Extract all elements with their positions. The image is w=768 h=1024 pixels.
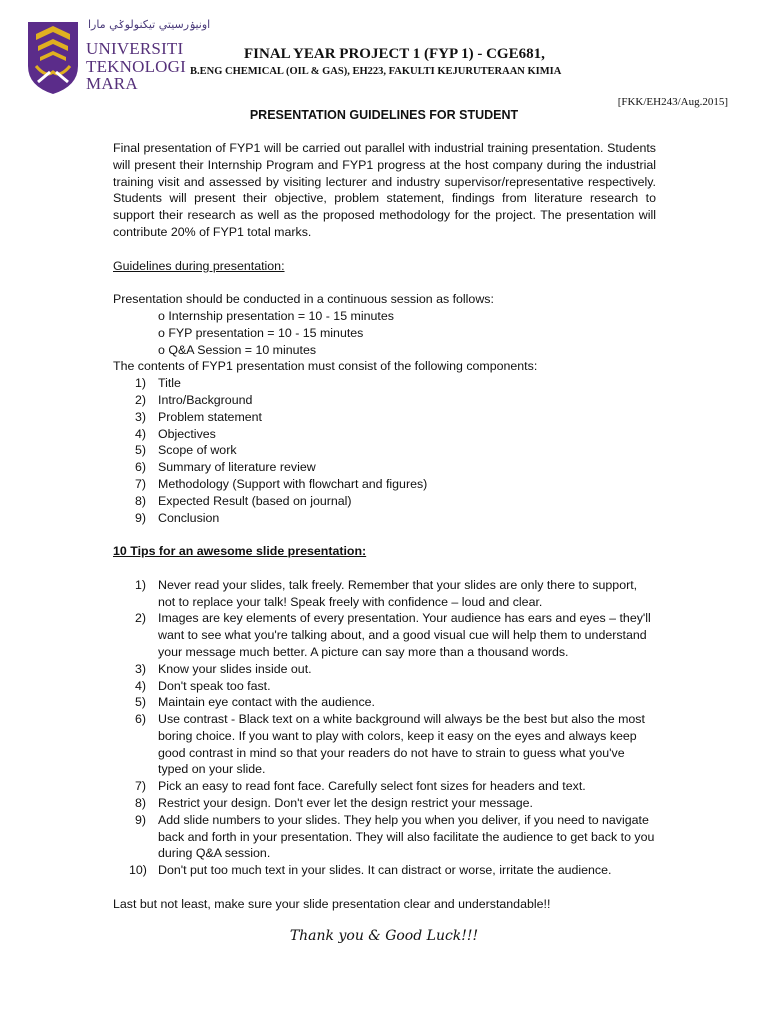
item-number: 10) [129,863,147,878]
tip-item [113,610,656,660]
document-title: PRESENTATION GUIDELINES FOR STUDENT [249,108,519,122]
item-text: Add slide numbers to your slides. They help you when you deliver, if you need to navigate back and forth in your presentation. They will also facilitate the audience to get back to you during Q&A session. [158,812,655,861]
item-text: Don't speak too fast. [158,678,271,693]
item-number: 3) [135,661,147,676]
session-intro: Presentation should be conducted in a continuous session as follows: [113,292,494,307]
tip-item [113,795,656,812]
closing-statement: Last but not least, make sure your slide presentation clear and understandable!! [113,896,551,911]
item-number: 1) [135,376,147,391]
document-body [113,140,656,913]
component-item [113,442,656,459]
component-item [113,476,656,493]
item-number: 7) [135,779,147,794]
logo-name-line: TEKNOLOGI [86,56,186,76]
item-text: Scope of work [158,443,237,458]
session-item: o FYP presentation = 10 - 15 minutes [158,325,364,340]
tip-item [113,678,656,695]
item-text: Objectives [158,426,216,441]
component-item [113,375,656,392]
session-list [113,308,656,358]
item-number: 6) [135,712,147,727]
item-number: 1) [135,577,147,592]
item-number: 4) [135,678,147,693]
item-number: 2) [135,611,147,626]
course-subtitle: B.ENG CHEMICAL (OIL & GAS), EH223, FAKULTI KEJURUTERAAN KIMIA [190,66,562,77]
component-item [113,510,656,527]
item-number: 5) [135,443,147,458]
item-number: 7) [135,476,147,491]
document-reference: [FKK/EH243/Aug.2015] [617,96,728,108]
item-number: 6) [135,460,147,475]
item-text: Never read your slides, talk freely. Remember that your slides are only there to support, not to replace your talk! Speak freely with confidence – loud and clear. [158,577,638,609]
item-text: Images are key elements of every presentation. Your audience has ears and eyes – they'll want to see what you're talking about, and a good visual cue will help them to understand your message much better. A picture can say more than a thousand words. [158,611,651,659]
item-number: 8) [135,796,147,811]
logo-name-line: UNIVERSITI [86,39,184,58]
item-text: Intro/Background [158,392,253,407]
item-text: Maintain eye contact with the audience. [158,695,375,710]
component-item [113,392,656,409]
item-text: Don't put too much text in your slides. It can distract or worse, irritate the audience. [158,863,612,878]
component-item [113,493,656,510]
item-text: Pick an easy to read font face. Carefully select font sizes for headers and text. [158,779,586,794]
item-text: Methodology (Support with flowchart and figures) [158,476,428,491]
component-item [113,459,656,476]
uitm-crest-icon [26,20,80,96]
logo-name-line: MARA [86,74,138,93]
logo-university-name [86,40,186,93]
item-text: Expected Result (based on journal) [158,493,352,508]
uitm-logo [24,18,211,98]
tip-item [113,778,656,795]
session-item: o Q&A Session = 10 minutes [158,342,317,357]
item-text: Problem statement [158,409,262,424]
item-number: 8) [135,493,147,508]
tip-item [113,661,656,678]
item-number: 9) [135,510,147,525]
item-number: 5) [135,695,147,710]
intro-paragraph: Final presentation of FYP1 will be carried out parallel with industrial training presentation. Students will present their Internship Program and FYP1 progress at the host company during the industrial training visit and assessed by visiting lecturer and industry supervisor/representative respectively. Students will present their objective, problem statement, findings from literature research to support their research as well as the proposed methodology for the project. The presentation will contribute 20% of FYP1 total marks. [113,141,656,239]
item-number: 2) [135,392,147,407]
item-text: Summary of literature review [158,460,316,475]
tip-item [113,812,656,862]
logo-jawi-text: اونيۏرسيتي تيكنولوݢي مارا [88,18,211,31]
item-text: Restrict your design. Don't ever let the design restrict your message. [158,796,533,811]
component-item [113,426,656,443]
tip-item [113,862,656,879]
item-number: 9) [135,812,147,827]
course-title: FINAL YEAR PROJECT 1 (FYP 1) - CGE681, [244,46,545,62]
item-text: Title [158,376,181,391]
item-text: Conclusion [158,510,220,525]
component-item [113,409,656,426]
tip-item [113,577,656,611]
item-number: 3) [135,409,147,424]
tips-list [113,577,656,879]
tip-item [113,711,656,778]
tips-heading: 10 Tips for an awesome slide presentation: [113,544,367,559]
thanks-message: Thank you & Good Luck!!! [289,928,479,944]
session-item: o Internship presentation = 10 - 15 minutes [158,308,394,323]
item-number: 4) [135,426,147,441]
guidelines-heading: Guidelines during presentation: [113,258,285,273]
components-list [113,375,656,526]
item-text: Know your slides inside out. [158,661,312,676]
contents-intro: The contents of FYP1 presentation must consist of the following components: [113,359,538,374]
item-text: Use contrast - Black text on a white background will always be the best but also the most boring choice. If you want to play with colors, keep it easy on the eyes and always keep good contrast in mind so that your readers do not have to strain to guess what you've typed on your slide. [158,712,645,777]
tip-item [113,694,656,711]
